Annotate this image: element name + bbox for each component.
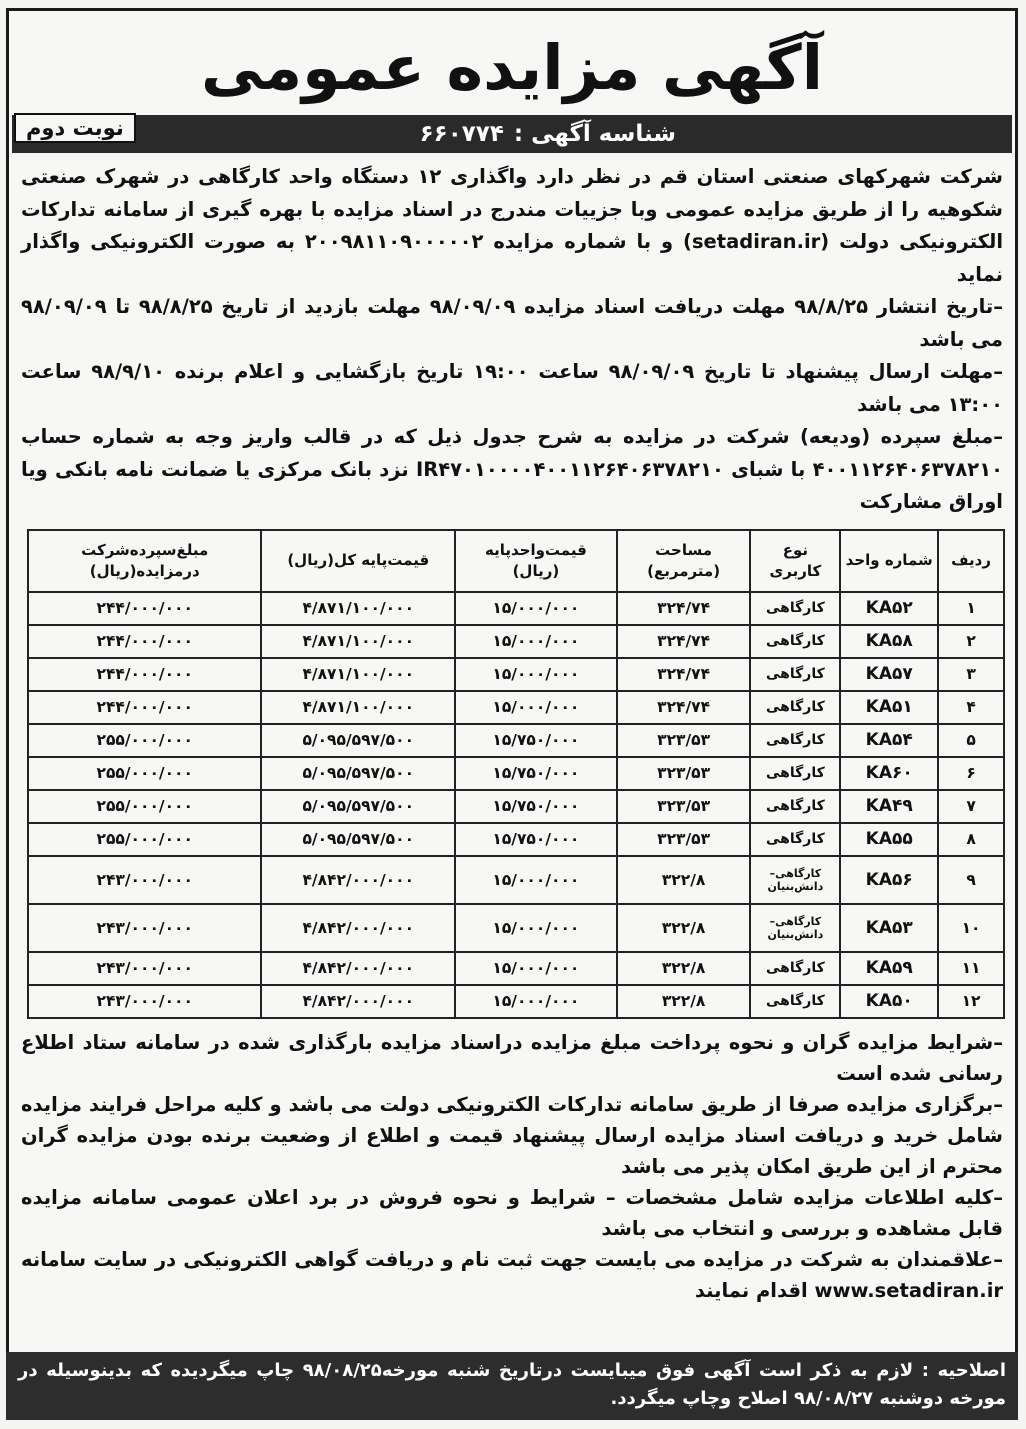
cell-area: ۳۲۲/۸ [617,856,751,904]
notice-title: آگهی مزایده عمومی [201,31,823,104]
cell-area: ۳۲۳/۵۳ [617,823,751,856]
cell-unit-price: ۱۵/۷۵۰/۰۰۰ [455,757,617,790]
cell-deposit: ۲۴۴/۰۰۰/۰۰۰ [28,625,261,658]
table-row [28,724,1004,757]
table-row [28,691,1004,724]
cell-row-number: ۵ [938,724,1004,757]
cell-deposit: ۲۴۳/۰۰۰/۰۰۰ [28,952,261,985]
header-row-number: ردیف [938,530,1004,592]
table-row [28,904,1004,952]
table-row [28,592,1004,625]
auction-notice [6,8,1018,1420]
cell-usage: کارگاهی [750,691,840,724]
deposit-paragraph: –مبلغ سپرده (ودیعه) شرکت در مزایده به شرح جدول ذیل که در قالب واریز وجه به شماره حساب ۴۰۰۱۱۲۶۴۰۶۳۷۸۲۱۰ با شبای IR۴۷۰۱۰۰۰۰۴۰۰۱۱۲۶۴۰۶۳۷۸۲۱۰ نزد بانک مرکزی یا ضمانت نامه بانکی ویا اوراق مشارکت [21,425,1003,513]
round-badge: نوبت دوم [14,113,136,143]
cell-unit-price: ۱۵/۰۰۰/۰۰۰ [455,658,617,691]
cell-unit-price: ۱۵/۷۵۰/۰۰۰ [455,724,617,757]
table-row [28,952,1004,985]
cell-area: ۳۲۴/۷۴ [617,691,751,724]
cell-total-price: ۴/۸۷۱/۱۰۰/۰۰۰ [261,592,455,625]
cell-usage: کارگاهی [750,625,840,658]
cell-unit-price: ۱۵/۰۰۰/۰۰۰ [455,592,617,625]
table-row [28,757,1004,790]
cell-unit-number: KA۵۲ [840,592,938,625]
cell-unit-number: KA۵۰ [840,985,938,1018]
cell-deposit: ۲۴۴/۰۰۰/۰۰۰ [28,691,261,724]
cell-deposit: ۲۵۵/۰۰۰/۰۰۰ [28,757,261,790]
cell-usage: کارگاهی [750,790,840,823]
cell-unit-price: ۱۵/۰۰۰/۰۰۰ [455,856,617,904]
table-row [28,658,1004,691]
cell-unit-number: KA۵۹ [840,952,938,985]
cell-usage: کارگاهی– دانش‌بنیان [750,904,840,952]
cell-row-number: ۹ [938,856,1004,904]
cell-deposit: ۲۵۵/۰۰۰/۰۰۰ [28,823,261,856]
cell-row-number: ۱۱ [938,952,1004,985]
notice-id-value: ۶۶۰۷۷۴ [419,121,504,147]
table-row [28,985,1004,1018]
cell-unit-price: ۱۵/۰۰۰/۰۰۰ [455,625,617,658]
cell-unit-number: KA۵۳ [840,904,938,952]
cell-usage: کارگاهی [750,592,840,625]
cell-area: ۳۲۲/۸ [617,985,751,1018]
notice-footer [19,1027,1005,1306]
cell-total-price: ۴/۸۴۲/۰۰۰/۰۰۰ [261,856,455,904]
notice-body [19,153,1005,519]
cell-row-number: ۱۲ [938,985,1004,1018]
cell-area: ۳۲۴/۷۴ [617,658,751,691]
cell-area: ۳۲۳/۵۳ [617,757,751,790]
cell-deposit: ۲۴۳/۰۰۰/۰۰۰ [28,985,261,1018]
cell-deposit: ۲۵۵/۰۰۰/۰۰۰ [28,790,261,823]
cell-unit-number: KA۶۰ [840,757,938,790]
cell-row-number: ۳ [938,658,1004,691]
deadline-paragraph: –مهلت ارسال پیشنهاد تا تاریخ ۹۸/۰۹/۰۹ ساعت ۱۹:۰۰ تاریخ بازگشایی و اعلام برنده ۹۸/۹/۱۰ ساعت ۱۳:۰۰ می باشد [21,360,1003,416]
table-row [28,790,1004,823]
info-paragraph: –کلیه اطلاعات مزایده شامل مشخصات – شرایط و نحوه فروش در برد اعلان عمومی سامانه مزایده قابل مشاهده و بررسی و انتخاب می باشد [21,1185,1003,1240]
notice-id-bar [12,115,1012,153]
cell-total-price: ۴/۸۷۱/۱۰۰/۰۰۰ [261,658,455,691]
cell-total-price: ۴/۸۷۱/۱۰۰/۰۰۰ [261,625,455,658]
cell-total-price: ۵/۰۹۵/۵۹۷/۵۰۰ [261,724,455,757]
cell-row-number: ۷ [938,790,1004,823]
cell-row-number: ۶ [938,757,1004,790]
cell-unit-price: ۱۵/۰۰۰/۰۰۰ [455,952,617,985]
header-unit-price: قیمت‌واحدپایه (ریال) [455,530,617,592]
notice-id-label: شناسه آگهی : [513,121,676,147]
cell-row-number: ۴ [938,691,1004,724]
cell-total-price: ۵/۰۹۵/۵۹۷/۵۰۰ [261,757,455,790]
cell-unit-number: KA۵۸ [840,625,938,658]
cell-total-price: ۴/۸۴۲/۰۰۰/۰۰۰ [261,952,455,985]
units-table-body [28,592,1004,1018]
cell-row-number: ۸ [938,823,1004,856]
cell-unit-number: KA۵۶ [840,856,938,904]
cell-row-number: ۲ [938,625,1004,658]
cell-unit-price: ۱۵/۰۰۰/۰۰۰ [455,904,617,952]
cell-area: ۳۲۳/۵۳ [617,790,751,823]
table-row [28,823,1004,856]
cell-row-number: ۱۰ [938,904,1004,952]
cell-unit-number: KA۴۹ [840,790,938,823]
cell-usage: کارگاهی [750,757,840,790]
cell-unit-number: KA۵۱ [840,691,938,724]
header-total-price: قیمت‌پایه کل(ریال) [261,530,455,592]
cell-unit-price: ۱۵/۰۰۰/۰۰۰ [455,985,617,1018]
cell-total-price: ۵/۰۹۵/۵۹۷/۵۰۰ [261,823,455,856]
table-row [28,625,1004,658]
correction-notice: اصلاحیه : لازم به ذکر است آگهی فوق میبایست درتاریخ شنبه مورخه۹۸/۰۸/۲۵ چاپ میگردیده که بدینوسیله در مورخه دوشنبه ۹۸/۰۸/۲۷ اصلاح وچاپ میگردد. [6,1352,1018,1420]
cell-area: ۳۲۴/۷۴ [617,625,751,658]
conditions-paragraph: –شرایط مزایده گران و نحوه پرداخت مبلغ مزایده دراسناد مزایده بارگذاری شده در سامانه ستاد اطلاع رسانی شده است [21,1030,1003,1085]
cell-unit-price: ۱۵/۰۰۰/۰۰۰ [455,691,617,724]
cell-unit-price: ۱۵/۷۵۰/۰۰۰ [455,790,617,823]
table-header-row [28,530,1004,592]
cell-deposit: ۲۴۳/۰۰۰/۰۰۰ [28,856,261,904]
cell-deposit: ۲۴۴/۰۰۰/۰۰۰ [28,592,261,625]
header-area: مساحت (مترمربع) [617,530,751,592]
header-deposit: مبلغ‌سپرده‌شرکت درمزایده(ریال) [28,530,261,592]
dates-paragraph: –تاریخ انتشار ۹۸/۸/۲۵ مهلت دریافت اسناد مزایده ۹۸/۰۹/۰۹ مهلت بازدید از تاریخ ۹۸/۸/۲۵ تا ۹۸/۰۹/۰۹ می باشد [21,295,1003,351]
cell-usage: کارگاهی [750,823,840,856]
cell-area: ۳۲۳/۵۳ [617,724,751,757]
cell-unit-price: ۱۵/۷۵۰/۰۰۰ [455,823,617,856]
cell-unit-number: KA۵۴ [840,724,938,757]
cell-unit-number: KA۵۷ [840,658,938,691]
cell-usage: کارگاهی [750,724,840,757]
cell-usage: کارگاهی [750,985,840,1018]
cell-deposit: ۲۴۴/۰۰۰/۰۰۰ [28,658,261,691]
cell-deposit: ۲۴۳/۰۰۰/۰۰۰ [28,904,261,952]
cell-area: ۳۲۴/۷۴ [617,592,751,625]
cell-total-price: ۴/۸۴۲/۰۰۰/۰۰۰ [261,904,455,952]
cell-usage: کارگاهی [750,952,840,985]
registration-paragraph: –علاقمندان به شرکت در مزایده می بایست جهت ثبت نام و دریافت گواهی الکترونیکی در سایت سامانه www.setadiran.ir اقدام نمایند [21,1247,1003,1302]
cell-total-price: ۵/۰۹۵/۵۹۷/۵۰۰ [261,790,455,823]
cell-unit-number: KA۵۵ [840,823,938,856]
cell-total-price: ۴/۸۷۱/۱۰۰/۰۰۰ [261,691,455,724]
header-unit-number: شماره واحد [840,530,938,592]
units-table [27,529,1005,1019]
cell-deposit: ۲۵۵/۰۰۰/۰۰۰ [28,724,261,757]
header-usage: نوع کاربری [750,530,840,592]
table-row [28,856,1004,904]
intro-paragraph: شرکت شهرکهای صنعتی استان قم در نظر دارد واگذاری ۱۲ دستگاه واحد کارگاهی در شهرک صنعتی شکوهیه را از طریق مزایده عمومی وبا جزییات مندرج در اسناد مزایده با بهره گیری از سامانه تدارکات الکترونیکی دولت (setadiran.ir) و با شماره مزایده ۲۰۰۹۸۱۱۰۹۰۰۰۰۰۲ به صورت الکترونیکی واگذار نماید [21,165,1004,286]
cell-area: ۳۲۲/۸ [617,952,751,985]
cell-area: ۳۲۲/۸ [617,904,751,952]
cell-usage: کارگاهی [750,658,840,691]
cell-row-number: ۱ [938,592,1004,625]
cell-usage: کارگاهی– دانش‌بنیان [750,856,840,904]
cell-total-price: ۴/۸۴۲/۰۰۰/۰۰۰ [261,985,455,1018]
procedure-paragraph: –برگزاری مزایده صرفا از طریق سامانه تدارکات الکترونیکی دولت می باشد و کلیه مراحل فرایند مزایده شامل خرید و دریافت اسناد مزایده ارسال پیشنهاد قیمت و اطلاع از وضعیت برنده بودن مزایده گران محترم از این طریق امکان پذیر می باشد [21,1092,1003,1178]
